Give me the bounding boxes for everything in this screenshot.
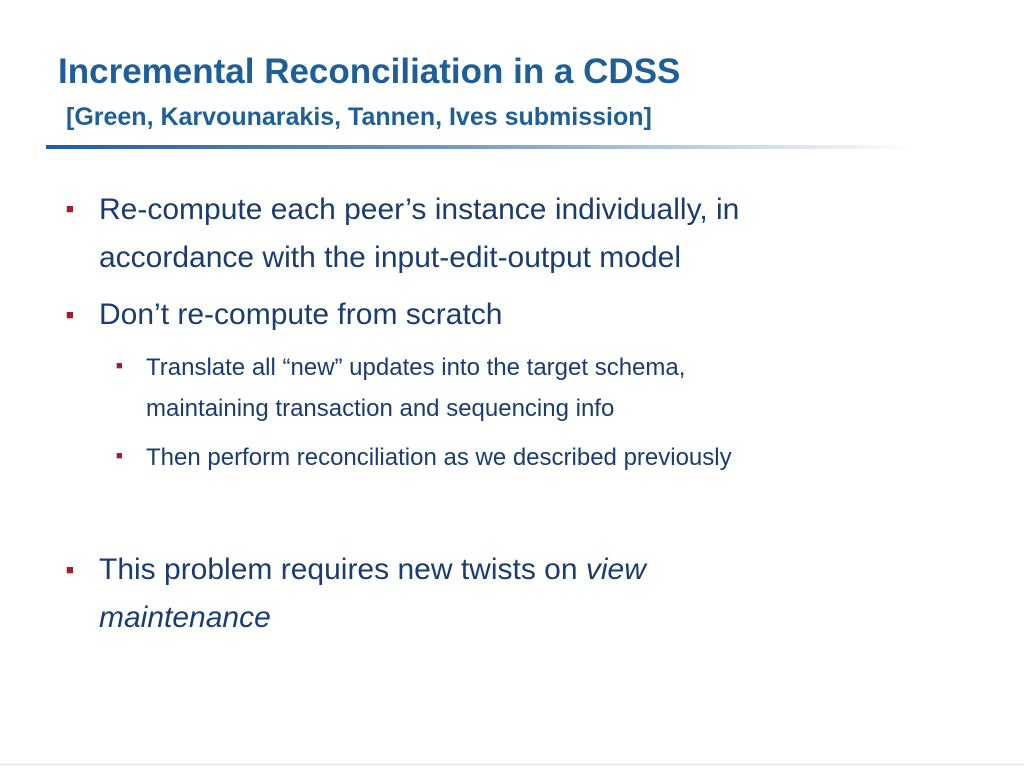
sub-bullet-marker: ■ bbox=[116, 360, 123, 372]
bullet-3-plain-text: This problem requires new twists on bbox=[99, 553, 586, 586]
bullet-marker: ■ bbox=[66, 562, 74, 577]
bullet-1-line-2: accordance with the input-edit-output model bbox=[99, 241, 682, 274]
bullet-3-italic-term-cont: maintenance bbox=[99, 601, 271, 634]
slide-title: Incremental Reconciliation in a CDSS bbox=[58, 52, 681, 91]
sub-bullet-2-text: Then perform reconciliation as we described previously bbox=[146, 444, 732, 471]
sub-bullet-marker: ■ bbox=[116, 450, 123, 462]
bullet-2-text: Don’t re-compute from scratch bbox=[99, 298, 503, 331]
sub-bullet-1-line-2: maintaining transaction and sequencing info bbox=[146, 395, 615, 422]
bullet-marker: ■ bbox=[66, 201, 74, 216]
slide-subtitle: [Green, Karvounarakis, Tannen, Ives submission] bbox=[66, 103, 652, 131]
bullet-1-line-1: Re-compute each peer’s instance individually, in bbox=[99, 193, 740, 226]
bullet-3-italic-term: view bbox=[585, 553, 646, 586]
title-underline bbox=[46, 145, 916, 149]
sub-bullet-1-line-1: Translate all “new” updates into the target schema, bbox=[146, 354, 686, 381]
bullet-3-line-1 bbox=[99, 547, 646, 593]
bullet-3-line-2 bbox=[99, 595, 271, 641]
footer-divider bbox=[0, 764, 1024, 765]
bullet-marker: ■ bbox=[66, 307, 74, 322]
